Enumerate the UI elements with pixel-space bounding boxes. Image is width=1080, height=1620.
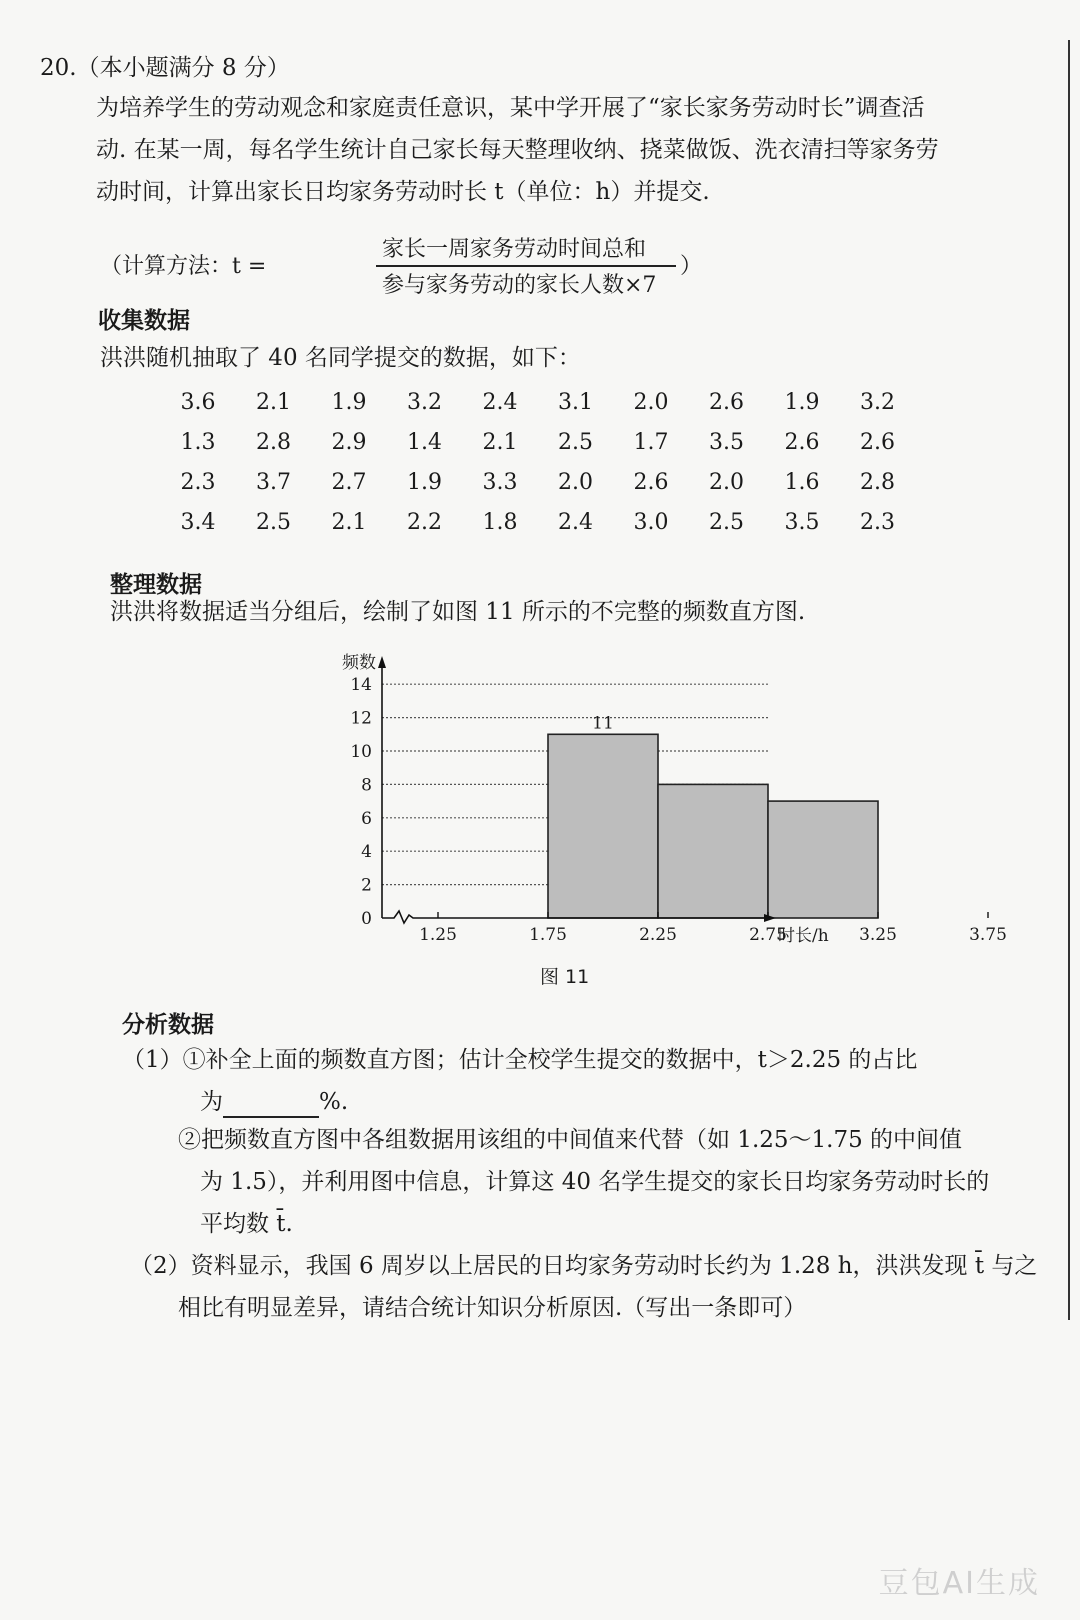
histogram-bar [658,784,768,918]
histogram-bar [548,734,658,918]
data-cell: 2.1 [256,390,291,415]
data-cell: 3.3 [482,470,518,495]
page-edge-line [1068,40,1070,1320]
x-tick-label: 1.25 [419,925,457,945]
data-cell: 3.7 [256,470,291,495]
y-tick-label: 10 [350,742,372,762]
data-cell: 1.9 [407,470,442,495]
q1b-line-2: 为 1.5），并利用图中信息，计算这 40 名学生提交的家长日均家务劳动时长的 [200,1169,990,1195]
data-cell: 3.0 [633,510,669,535]
y-tick-label: 12 [350,708,372,729]
data-cell: 3.6 [180,390,216,415]
watermark: 豆包AI生成 [878,1566,1040,1601]
data-cell: 1.4 [407,430,442,455]
data-cell: 2.0 [558,470,593,495]
organize-heading: 整理数据 [110,572,202,598]
data-cell: 2.0 [709,470,744,495]
data-cell: 3.4 [180,510,216,535]
x-tick-label: 1.75 [529,925,567,945]
data-cell: 2.0 [633,390,669,415]
x-axis-label: 时长/h [778,926,829,946]
fraction-bar [376,265,676,267]
data-cell: 2.9 [331,430,367,455]
data-cell: 2.5 [256,510,291,535]
data-cell: 3.5 [784,510,820,535]
intro-line-2: 动. 在某一周，每名学生统计自己家长每天整理收纳、挠菜做饭、洗衣清扫等家务劳 [96,137,939,163]
organize-text: 洪洪将数据适当分组后，绘制了如图 11 所示的不完整的频数直方图. [110,599,806,625]
y-tick-label: 6 [361,808,372,829]
data-cell: 2.1 [482,430,518,455]
data-cell: 2.1 [331,510,367,535]
x-tick-label: 3.25 [859,925,897,945]
y-tick-label: 8 [361,775,372,796]
q1a-prefix: 为 [200,1089,223,1115]
data-cell: 2.6 [784,430,820,455]
data-cell: 2.6 [709,390,744,415]
data-cell: 2.3 [180,470,216,495]
data-cell: 3.1 [558,390,593,415]
data-cell: 3.5 [709,430,744,455]
frequency-histogram [320,650,1007,950]
data-cell: 2.6 [860,430,895,455]
q2-line-2: 相比有明显差异，请结合统计知识分析原因.（写出一条即可） [178,1295,807,1321]
q2-line-1: （2）资料显示，我国 6 周岁以上居民的日均家务劳动时长约为 1.28 h，洪洪发现 t̄ 与之 [130,1253,1038,1279]
x-tick-label: 3.75 [969,925,1007,945]
data-cell: 2.5 [558,430,593,455]
collect-heading: 收集数据 [98,308,190,334]
data-cell: 2.6 [633,470,669,495]
collect-text: 洪洪随机抽取了 40 名同学提交的数据，如下： [100,345,581,371]
figure-caption: 图 11 [540,966,590,988]
formula-numerator: 家长一周家务劳动时间总和 [382,237,647,262]
data-cell: 1.7 [633,430,669,455]
data-cell: 1.3 [180,430,216,455]
data-cell: 1.9 [784,390,820,415]
data-cell: 2.2 [407,510,442,535]
q1a-line: （1）①补全上面的频数直方图；估计全校学生提交的数据中，t＞2.25 的占比 [122,1047,918,1073]
data-cell: 2.5 [709,510,744,535]
histogram-bar [768,801,878,918]
question-header [40,52,290,84]
x-tick-label: 2.25 [639,925,677,945]
data-cell: 2.8 [860,470,895,495]
q1b-line-1: ②把频数直方图中各组数据用该组的中间值来代替（如 1.25～1.75 的中间值 [178,1127,963,1153]
q1a-answer-line [200,1086,348,1118]
data-cell: 1.6 [784,470,820,495]
formula-denominator: 参与家务劳动的家长人数×7 [382,273,657,298]
intro-line-1: 为培养学生的劳动观念和家庭责任意识，某中学开展了“家长家务劳动时长”调查活 [96,95,925,121]
bar-value-label: 11 [592,713,614,734]
y-tick-label: 0 [361,909,372,929]
analyze-heading: 分析数据 [122,1012,214,1038]
y-tick-label: 2 [361,875,372,896]
data-cell: 3.2 [860,390,895,415]
intro-line-3: 动时间，计算出家长日均家务劳动时长 t（单位：h）并提交. [96,179,710,205]
question-points: （本小题满分 8 分） [76,55,290,81]
formula-close: ） [680,254,703,279]
formula-label: （计算方法：t = [100,254,267,279]
data-cell: 2.4 [558,510,593,535]
data-cell: 3.2 [407,390,442,415]
data-cell: 2.7 [331,470,367,495]
question-number: 20. [40,55,77,81]
data-cell: 1.8 [482,510,518,535]
answer-blank[interactable] [223,1092,319,1118]
data-cell: 2.8 [256,430,291,455]
q1b-line-3: 平均数 t̄. [200,1211,293,1237]
data-cell: 2.3 [860,510,895,535]
y-tick-label: 4 [361,842,372,863]
y-axis-arrow [378,656,386,668]
y-axis-label: 频数 [342,653,376,673]
y-tick-label: 14 [350,675,372,696]
q1a-suffix: %. [319,1089,349,1115]
x-tick-label: 2.75 [749,925,787,945]
data-cell: 2.4 [482,390,518,415]
data-cell: 1.9 [331,390,367,415]
